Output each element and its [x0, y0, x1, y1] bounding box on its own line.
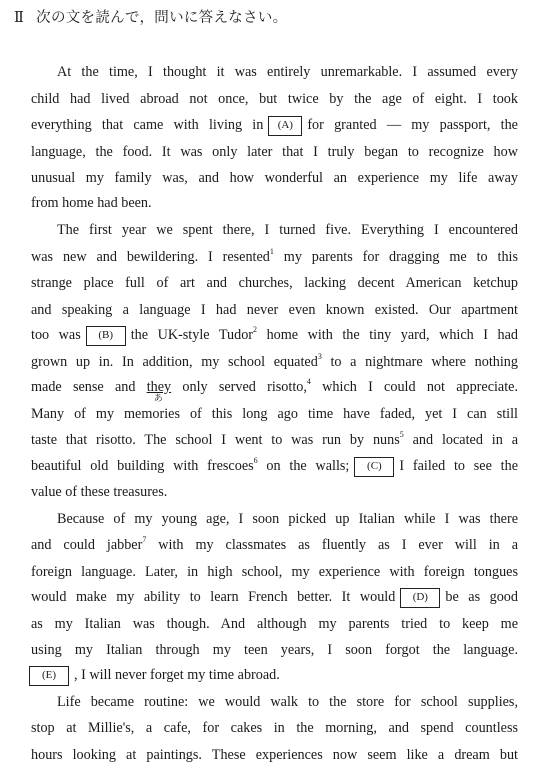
text-segment: beautiful old building with frescoes: [31, 458, 254, 474]
text-line: strange place full of art and churches, lacking decent American ketchup: [31, 275, 518, 291]
text-line: language, the food. It was only later that I truly began to recognize how: [31, 144, 518, 160]
blank-d[interactable]: (D): [400, 588, 440, 608]
text-line: Because of my young age, I soon picked up Italian while I was there: [57, 511, 518, 527]
text-segment: to a nightmare where nothing: [330, 354, 518, 370]
blank-b[interactable]: (B): [86, 326, 126, 346]
blank-e[interactable]: (E): [29, 666, 69, 686]
underline-label: あ: [153, 393, 163, 403]
text-segment: be as good: [445, 589, 518, 605]
text-segment: the UK-style Tudor: [130, 327, 254, 343]
blank-a[interactable]: (A): [268, 116, 302, 136]
text-segment: home with the tiny yard, which I had: [266, 327, 518, 343]
underlined-word-text: they: [146, 379, 172, 395]
text-line: [31, 587, 518, 607]
text-line: [31, 456, 518, 476]
underlined-word[interactable]: [146, 379, 172, 403]
text-segment: and could jabber: [31, 537, 143, 553]
text-line: foreign language. Later, in high school, my experience with foreign tongues: [31, 564, 518, 580]
footnote-marker: 1: [269, 247, 274, 256]
footnote-marker: 3: [317, 352, 322, 361]
text-line: using my Italian through my teen years, I soon forgot the language.: [31, 642, 518, 658]
text-segment: on the walls;: [266, 458, 350, 474]
text-line: as my Italian was though. And although my parents tried to keep me: [31, 616, 518, 632]
text-line: [31, 430, 518, 450]
footnote-marker: 7: [142, 535, 147, 544]
text-segment: taste that risotto. The school I went to was run by nuns: [31, 432, 400, 448]
text-line: from home had been.: [31, 195, 152, 211]
text-line: [31, 352, 518, 372]
text-segment: for granted — my passport, the: [307, 117, 518, 133]
text-segment: made sense and: [31, 379, 136, 395]
text-segment: , I will never forget my time abroad.: [74, 667, 280, 683]
text-line: hours looking at paintings. These experiences now seem like a dream but: [31, 747, 518, 763]
section-heading: [14, 6, 287, 27]
text-segment: everything that came with living in: [31, 117, 264, 133]
text-segment: and located in a: [412, 432, 519, 448]
text-line: [31, 377, 519, 403]
footnote-marker: 5: [399, 430, 404, 439]
footnote-marker: 4: [306, 377, 311, 386]
text-line: The first year we spent there, I turned five. Everything I encountered: [57, 222, 518, 238]
text-line: [31, 535, 518, 555]
text-segment: grown up in. In addition, my school equated: [31, 354, 318, 370]
text-line: At the time, I thought it was entirely unremarkable. I assumed every: [57, 64, 518, 80]
footnote-marker: 6: [253, 456, 258, 465]
section-instruction: 次の文を読んで，問いに答えなさい。: [36, 10, 288, 26]
text-segment: I failed to see the: [399, 458, 518, 474]
text-line: Many of my memories of this long ago time have faded, yet I can still: [31, 406, 518, 422]
text-segment: with my classmates as fluently as I ever will in a: [158, 537, 519, 553]
blank-c[interactable]: (C): [354, 457, 394, 477]
text-segment: was new and bewildering. I resented: [31, 249, 270, 265]
text-line: [31, 115, 518, 135]
footnote-marker: 2: [253, 325, 258, 334]
text-line: child had lived abroad not once, but twice by the age of eight. I took: [31, 91, 518, 107]
text-line: and speaking a language I had never even known existed. Our apartment: [31, 302, 518, 318]
text-segment: my parents for dragging me to this: [283, 249, 518, 265]
text-line: [31, 325, 518, 345]
text-segment: which I could not appreciate.: [322, 379, 519, 395]
text-line: [31, 247, 518, 267]
text-line: Life became routine: we would walk to the store for school supplies,: [57, 694, 518, 710]
text-segment: only served risotto,: [182, 379, 307, 395]
text-line: value of these treasures.: [31, 484, 168, 500]
text-line: unusual my family was, and how wonderful an experience my life away: [31, 170, 518, 186]
section-number: Ⅱ: [14, 10, 25, 26]
text-line: [29, 665, 516, 685]
text-line: stop at Millie's, a cafe, for cakes in the morning, and spend countless: [31, 720, 518, 736]
text-segment: would make my ability to learn French better. It would: [31, 589, 396, 605]
text-segment: too was: [31, 327, 81, 343]
